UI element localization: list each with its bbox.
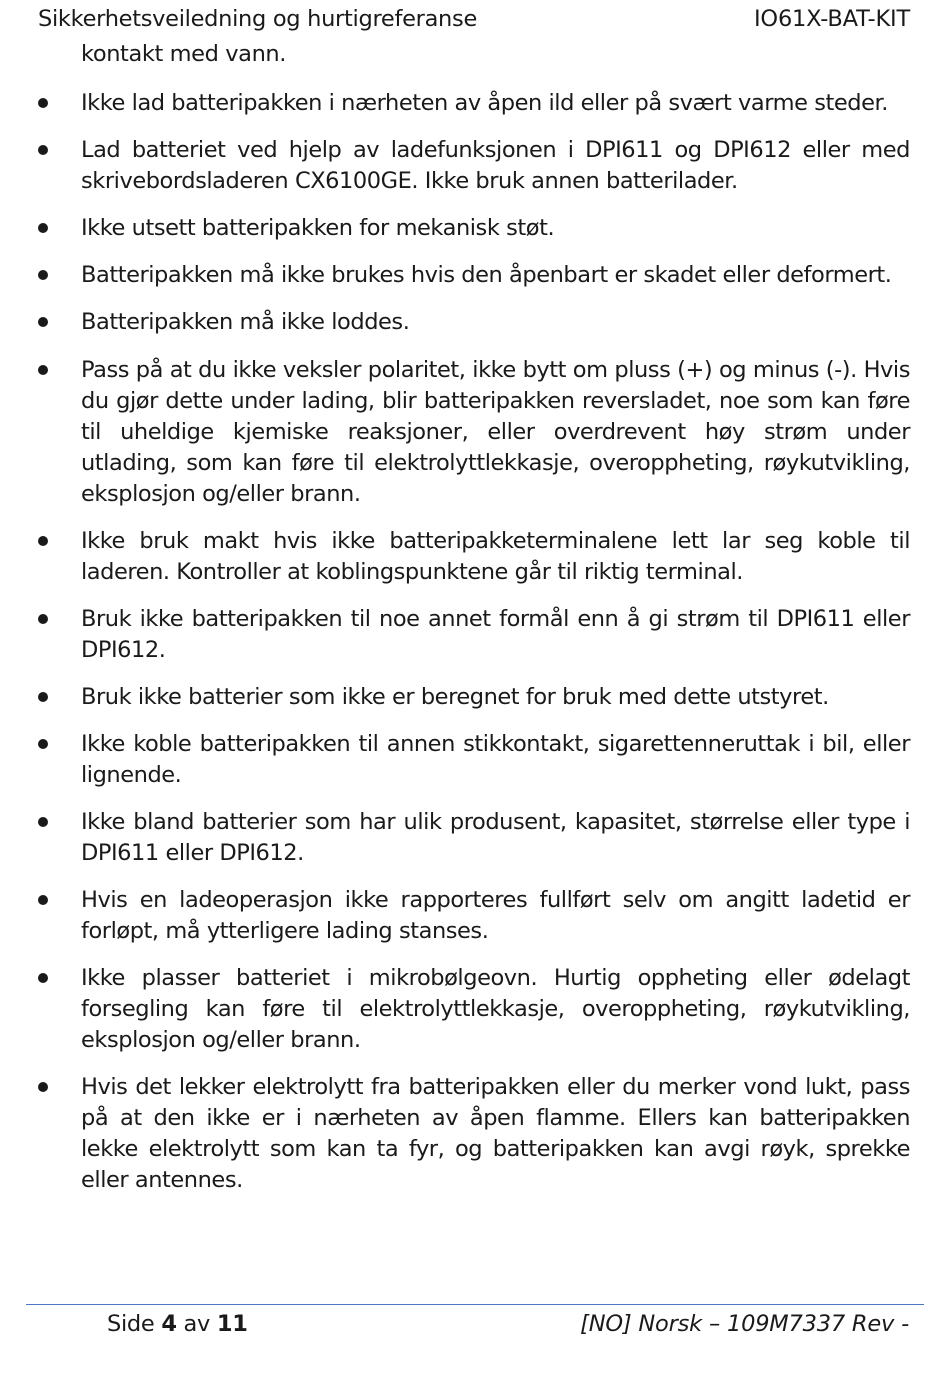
list-item-text: Pass på at du ikke veksler polaritet, ikke bytt om pluss (+) og minus (-). Hvis du gjør dette under lading, blir batteripakken reversladet, noe som kan føre til uheldige kjemiske reaksjoner, eller overdrevent høy strøm under utlading, som kan føre til elektrolyttlekkasje, overoppheting, røykutvikling, eksplosjon og/eller brann. [81, 357, 910, 507]
list-item-text: Ikke koble batteripakken til annen stikkontakt, sigarettenneruttak i bil, eller lignende. [81, 731, 910, 788]
bullet-icon [38, 365, 48, 375]
continuation-text: kontakt med vann. [81, 41, 287, 67]
page-prefix: Side [107, 1311, 155, 1337]
bullet-icon [38, 98, 48, 108]
bullet-icon [38, 895, 48, 905]
page-number [107, 1311, 248, 1337]
total-pages: 11 [216, 1311, 248, 1337]
footer-divider [26, 1304, 924, 1305]
list-item-text: Ikke utsett batteripakken for mekanisk støt. [81, 215, 555, 241]
bullet-icon [38, 317, 48, 327]
bullet-icon [38, 614, 48, 624]
list-item-text: Hvis det lekker elektrolytt fra batteripakken eller du merker vond lukt, pass på at den ikke er i nærheten av åpen flamme. Ellers kan batteripakken lekke elektrolytt som kan ta fyr, og batteripakken kan avgi røyk, sprekke eller antennes. [81, 1074, 910, 1193]
footer-document-id: [NO] Norsk – 109M7337 Rev - [580, 1311, 909, 1337]
list-item-text: Ikke plasser batteriet i mikrobølgeovn. Hurtig oppheting eller ødelagt forsegling kan føre til elektrolyttlekkasje, overoppheting, røykutvikling, eksplosjon og/eller brann. [81, 965, 910, 1053]
list-item-text: Batteripakken må ikke loddes. [81, 309, 410, 335]
header-title: Sikkerhetsveiledning og hurtigreferanse [38, 6, 477, 32]
list-item-text: Bruk ikke batteripakken til noe annet formål enn å gi strøm til DPI611 eller DPI612. [81, 606, 910, 663]
list-item-text: Ikke bland batterier som har ulik produsent, kapasitet, størrelse eller type i DPI611 eller DPI612. [81, 809, 910, 866]
bullet-icon [38, 1082, 48, 1092]
bullet-icon [38, 973, 48, 983]
list-item-text: Hvis en ladeoperasjon ikke rapporteres fullført selv om angitt ladetid er forløpt, må ytterligere lading stanses. [81, 887, 910, 944]
bullet-icon [38, 692, 48, 702]
current-page: 4 [161, 1311, 177, 1337]
list-item-text: Bruk ikke batterier som ikke er beregnet for bruk med dette utstyret. [81, 684, 829, 710]
bullet-icon [38, 817, 48, 827]
header-product-code: IO61X-BAT-KIT [754, 6, 910, 32]
bullet-icon [38, 145, 48, 155]
bullet-icon [38, 536, 48, 546]
list-item-text: Ikke bruk makt hvis ikke batteripakketerminalene lett lar seg koble til laderen. Kontroller at koblingspunktene går til riktig terminal. [81, 528, 910, 585]
bullet-icon [38, 739, 48, 749]
list-item-text: Batteripakken må ikke brukes hvis den åpenbart er skadet eller deformert. [81, 262, 892, 288]
list-item-text: Lad batteriet ved hjelp av ladefunksjonen i DPI611 og DPI612 eller med skrivebordsladeren CX6100GE. Ikke bruk annen batterilader. [81, 137, 910, 194]
bullet-icon [38, 270, 48, 280]
bullet-icon [38, 223, 48, 233]
page-separator: av [183, 1311, 211, 1337]
list-item-text: Ikke lad batteripakken i nærheten av åpen ild eller på svært varme steder. [81, 90, 888, 116]
